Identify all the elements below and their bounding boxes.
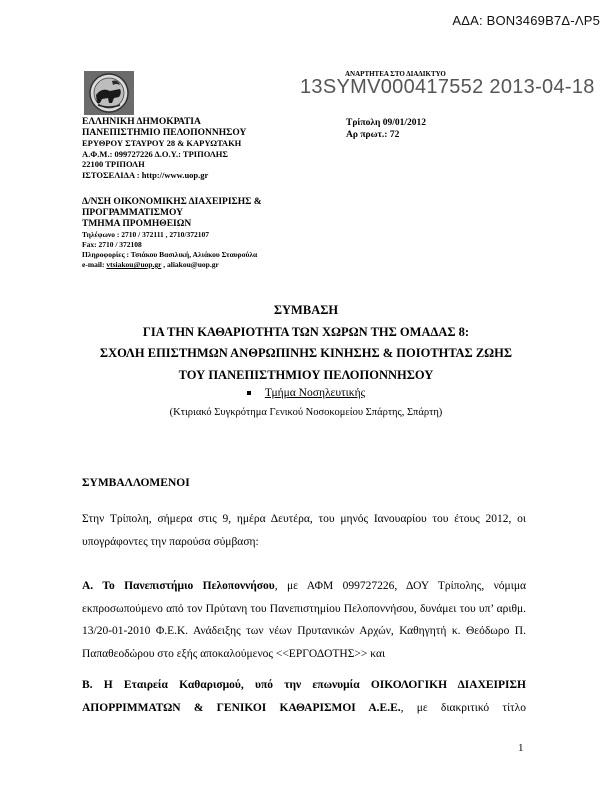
location-subtitle: (Κτιριακό Συγκρότημα Γενικού Νοσοκομείου Σπάρτης, Σπάρτη) — [169, 407, 443, 418]
section-heading: ΣΥΜΒΑΛΛΟΜΕΝΟΙ — [82, 477, 190, 489]
party-b-text: , με διακριτικό τίτλο — [400, 701, 526, 714]
party-a-name: Α. Το Πανεπιστήμιο Πελοποννήσου — [82, 580, 275, 592]
party-a-text: , με ΑΦΜ 099727226, ΔΟΥ Τρίπολης, νόμιμα εκπροσωπούμενο από τον Πρύτανη του Πανεπιστημίου Πελοποννήσου, δυνάμει του υπ’ αριθμ. 13/20-01-2010 Φ.Ε.Κ. Ανάδειξης των νέων Πρυτανικών Αρχών, Καθηγητή κ. Θεόδωρο Π. Παπαθεοδώρου στο εξής αποκαλούμενος <<ΕΡΓΟΔΟΤΗΣ>> και — [82, 580, 527, 660]
ada-code: ΑΔΑ: ΒΟΝ3469Β7Δ-ΛΡ5 — [452, 13, 600, 28]
bullet-icon — [247, 391, 251, 395]
title-line: ΣΧΟΛΗ ΕΠΙΣΤΗΜΩΝ ΑΝΘΡΩΠΙΝΗΣ ΚΙΝΗΣΗΣ & ΠΟΙΟΤΗΤΑΣ ΖΩΗΣ — [99, 346, 513, 360]
paragraph-party-b — [82, 674, 526, 719]
sender-line: ΕΛΛΗΝΙΚΗ ΔΗΜΟΚΡΑΤΙΑ — [82, 117, 201, 127]
department-block — [82, 197, 262, 270]
phone-line: Τηλέφωνο : 2710 / 372111 , 2710/372107 — [82, 230, 209, 239]
sender-line: Α.Φ.Μ.: 099727226 Δ.Ο.Υ.: ΤΡΙΠΟΛΗΣ — [82, 148, 228, 159]
date-block — [346, 117, 426, 141]
document-date: Τρίπολη 09/01/2012 — [346, 118, 427, 128]
sender-line: ΕΡΥΘΡΟΥ ΣΤΑΥΡΟΥ 28 & ΚΑΡΥΩΤΑΚΗ — [82, 138, 242, 148]
title-line: ΓΙΑ ΤΗΝ ΚΑΘΑΡΙΟΤΗΤΑ ΤΩΝ ΧΩΡΩΝ ΤΗΣ ΟΜΑΔΑΣ 8: — [142, 324, 470, 339]
email-separator: , — [161, 260, 167, 269]
contract-title — [0, 300, 612, 386]
title-line: ΣΥΜΒΑΣΗ — [273, 303, 339, 317]
sender-line: ΙΣΤΟΣΕΛΙΔΑ : http://www.uop.gr — [82, 169, 209, 180]
protocol-number: Αρ πρωτ.: 72 — [346, 130, 400, 140]
registry-stamp: 13SYMV000417552 2013-04-18 — [300, 76, 595, 98]
sender-block — [82, 117, 246, 180]
sender-line: 22100 ΤΡΙΠΟΛΗ — [82, 159, 145, 169]
department-line: Δ/ΝΣΗ ΟΙΚΟΝΟΜΙΚΗΣ ΔΙΑΧΕΙΡΙΣΗΣ & — [82, 197, 262, 207]
email-link-1[interactable]: vtsiakou@uop.gr — [106, 260, 162, 269]
email-line — [82, 260, 262, 270]
party-b-name: Β. Η Εταιρεία Καθαρισμού, υπό την επωνυμία ΟΙΚΟΛΟΓΙΚΗ ΔΙΑΧΕΙΡΙΣΗ ΑΠΟΡΡΙΜΜΑΤΩΝ & ΓΕΝΙΚΟΙ ΚΑΘΑΡΙΣΜΟΙ Α.Ε.Ε. — [82, 679, 526, 714]
title-line: ΤΟΥ ΠΑΝΕΠΙΣΤΗΜΙΟΥ ΠΕΛΟΠΟΝΝΗΣΟΥ — [178, 367, 434, 382]
info-line: Πληροφορίες : Τσιάκου Βασιλική, Αλιάκου Σταυρούλα — [82, 250, 258, 259]
paragraph-party-a — [82, 575, 526, 665]
fax-line: Fax: 2710 / 372108 — [82, 240, 142, 249]
department-line: ΠΡΟΓΡΑΜΜΑΤΙΣΜΟΥ — [82, 208, 183, 218]
email-label: e-mail: — [82, 260, 107, 269]
department-line: ΤΜΗΜΑ ΠΡΟΜΗΘΕΙΩΝ — [82, 219, 192, 229]
department-bullet — [0, 387, 612, 399]
publication-note: ΑΝΑΡΤΗΤΕΑ ΣΤΟ ΔΙΑΔΙΚΤΥΟ — [345, 70, 446, 78]
sender-line: ΠΑΝΕΠΙΣΤΗΜΙΟ ΠΕΛΟΠΟΝΝΗΣΟΥ — [82, 127, 247, 138]
university-seal-icon — [84, 71, 134, 115]
paragraph-intro: Στην Τρίπολη, σήμερα στις 9, ημέρα Δευτέρα, του μηνός Ιανουαρίου του έτους 2012, οι υπογράφοντες την παρούσα σύμβαση: — [82, 513, 526, 548]
email-2: aliakou@uop.gr — [166, 260, 219, 269]
department-name: Τμήμα Νοσηλευτικής — [264, 387, 366, 399]
page-number: 1 — [518, 742, 524, 754]
